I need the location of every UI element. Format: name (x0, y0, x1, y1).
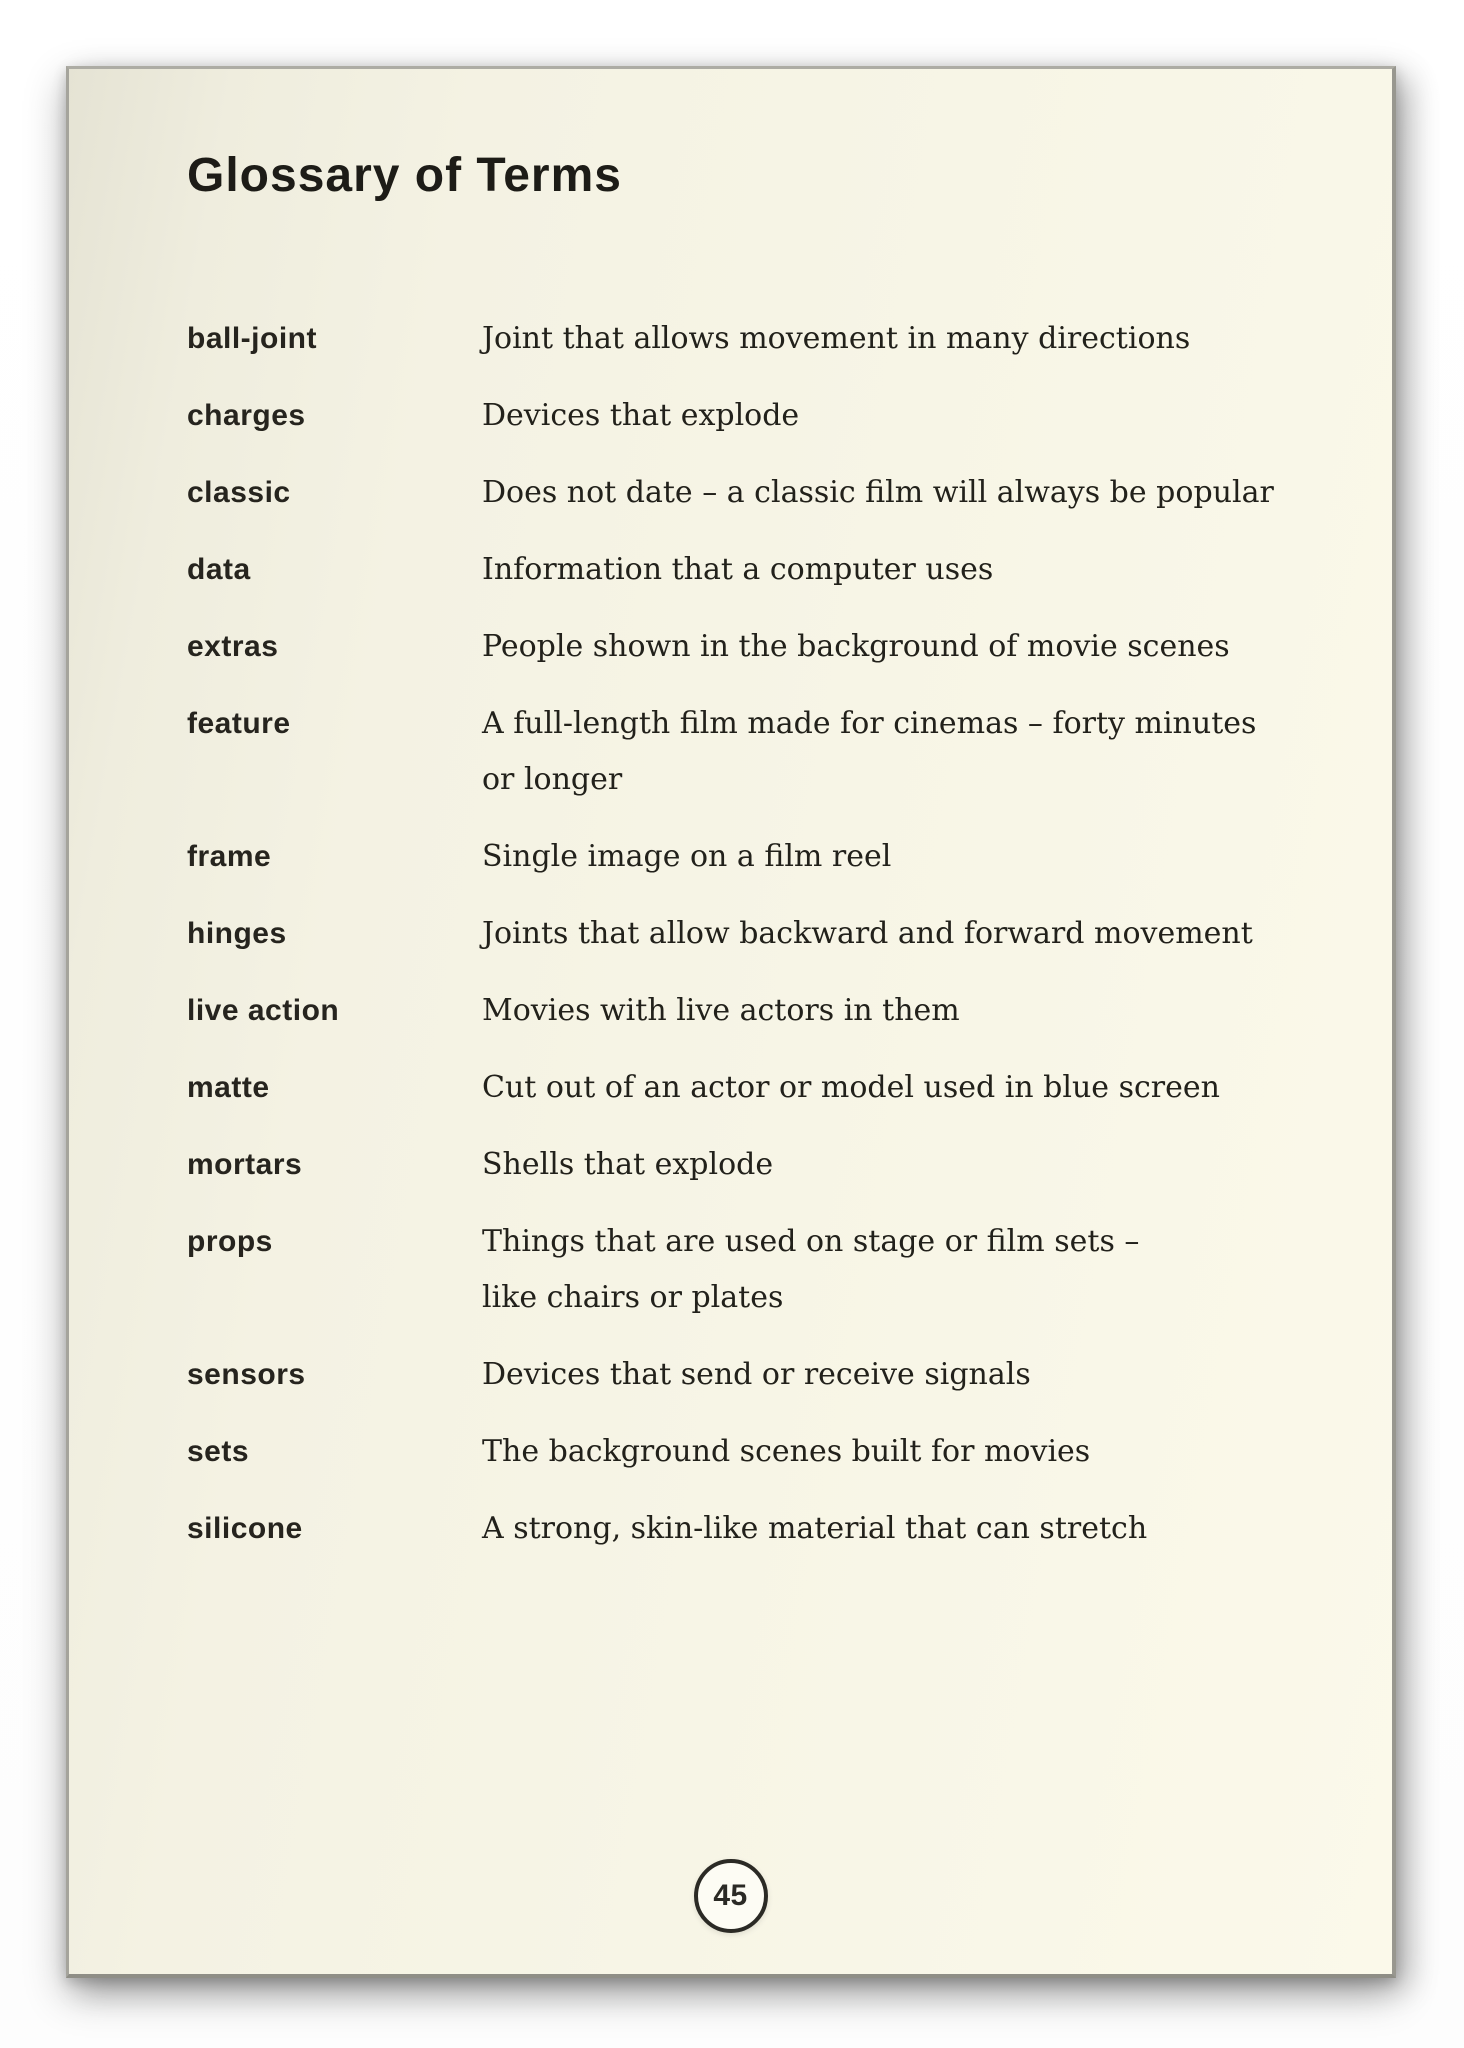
glossary-term: matte (187, 1071, 270, 1104)
glossary-row (187, 1060, 1336, 1116)
glossary-term: live action (187, 994, 340, 1027)
glossary-definition (482, 465, 1336, 521)
glossary-row (187, 1137, 1336, 1193)
glossary-definition (482, 542, 1336, 598)
definition-line: The background scenes built for movies (482, 1434, 1091, 1469)
glossary-row (187, 1424, 1336, 1480)
glossary-row (187, 1214, 1336, 1326)
glossary-definition (482, 388, 1336, 444)
glossary-row (187, 696, 1336, 808)
glossary-row (187, 619, 1336, 675)
definition-line: or longer (482, 762, 623, 797)
glossary-term: props (187, 1225, 273, 1258)
glossary-row (187, 465, 1336, 521)
glossary-term: mortars (187, 1148, 303, 1181)
page-content (69, 69, 1392, 1974)
glossary-definition (482, 1214, 1336, 1326)
page-number: 45 (713, 1879, 748, 1912)
glossary-term: ball-joint (187, 322, 317, 355)
glossary-definition (482, 983, 1336, 1039)
glossary-row (187, 311, 1336, 367)
glossary-definition (482, 311, 1336, 367)
definition-line: Single image on a film reel (482, 839, 892, 874)
definition-line: Devices that send or receive signals (482, 1357, 1031, 1392)
definition-line: Joint that allows movement in many directions (482, 321, 1191, 356)
glossary-row (187, 388, 1336, 444)
glossary-term: sets (187, 1435, 250, 1468)
definition-line: Things that are used on stage or film sets – (482, 1224, 1140, 1259)
glossary-definition (482, 906, 1336, 962)
book-page (66, 66, 1396, 1978)
glossary-row (187, 906, 1336, 962)
glossary-term: sensors (187, 1358, 306, 1391)
definition-line: Cut out of an actor or model used in blue screen (482, 1070, 1220, 1105)
definition-line: Information that a computer uses (482, 552, 994, 587)
glossary-definition (482, 1347, 1336, 1403)
glossary-term: charges (187, 399, 306, 432)
glossary-definition (482, 829, 1336, 885)
glossary-row (187, 542, 1336, 598)
definition-line: Joints that allow backward and forward movement (482, 916, 1253, 951)
glossary-definition (482, 1060, 1336, 1116)
glossary-definition (482, 1137, 1336, 1193)
glossary-definition (482, 1501, 1336, 1557)
glossary-row (187, 1347, 1336, 1403)
page-number-badge (694, 1859, 768, 1933)
definition-line: Movies with live actors in them (482, 993, 960, 1028)
glossary-term: extras (187, 630, 279, 663)
definition-line: People shown in the background of movie scenes (482, 629, 1230, 664)
glossary-term: classic (187, 476, 291, 509)
glossary-row (187, 829, 1336, 885)
definition-line: A full-length film made for cinemas – forty minutes (482, 706, 1257, 741)
glossary-term: data (187, 553, 251, 586)
page-title: Glossary of Terms (187, 149, 622, 202)
glossary-term: hinges (187, 917, 287, 950)
glossary-term: silicone (187, 1512, 303, 1545)
definition-line: A strong, skin-like material that can stretch (482, 1511, 1148, 1546)
glossary-row (187, 1501, 1336, 1557)
definition-line: like chairs or plates (482, 1280, 784, 1315)
glossary-term: feature (187, 707, 291, 740)
glossary-row (187, 983, 1336, 1039)
glossary-definition (482, 1424, 1336, 1480)
glossary-definition (482, 696, 1336, 808)
glossary-list (187, 311, 1336, 1557)
glossary-definition (482, 619, 1336, 675)
definition-line: Does not date – a classic film will always be popular (482, 475, 1274, 510)
definition-line: Devices that explode (482, 398, 800, 433)
definition-line: Shells that explode (482, 1147, 774, 1182)
glossary-term: frame (187, 840, 272, 873)
